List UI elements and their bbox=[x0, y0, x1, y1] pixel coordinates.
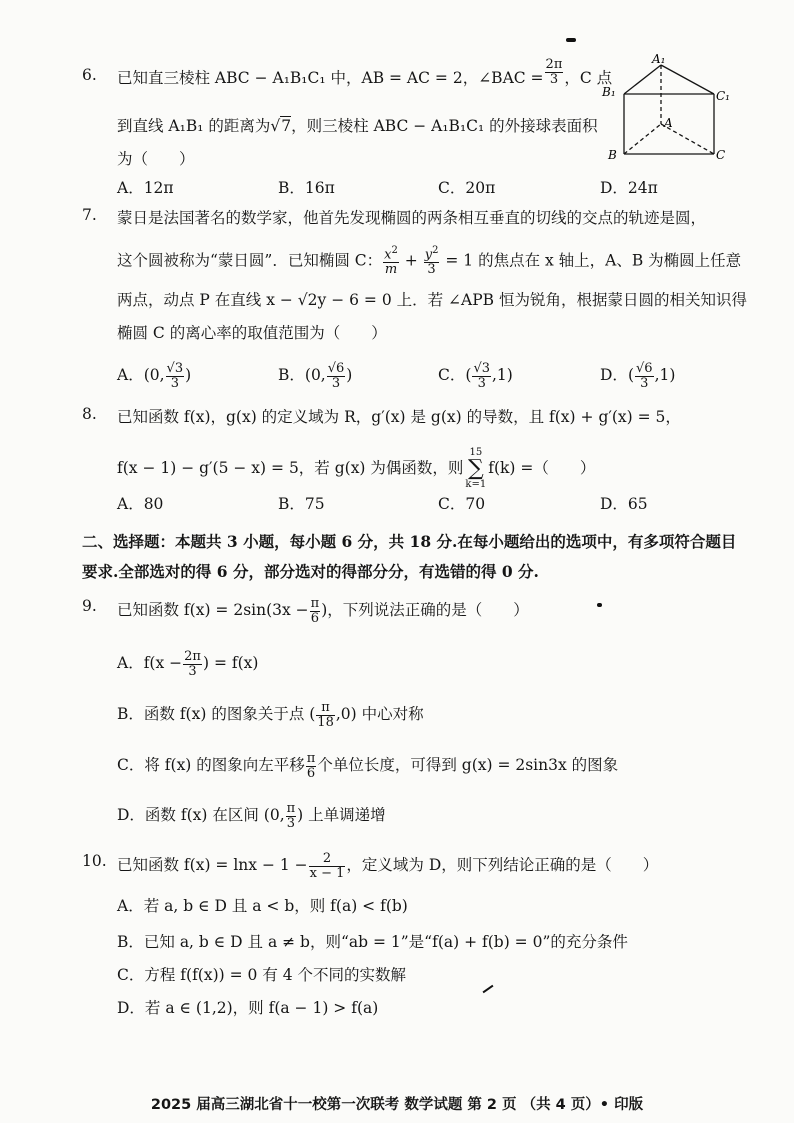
label-c1: C₁ bbox=[716, 89, 730, 103]
question-6-line3: 为（ ） bbox=[117, 150, 195, 168]
question-6-line2: 到直线 A₁B₁ 的距离为√7，则三棱柱 ABC − A₁B₁C₁ 的外接球表面积 bbox=[117, 117, 598, 135]
angle-fraction-num: 2π bbox=[545, 56, 563, 72]
question-10-option-c: C．方程 f(f(x)) = 0 有 4 个不同的实数解 bbox=[117, 966, 407, 984]
question-6-line1-tail: ，C 点 bbox=[564, 69, 613, 87]
question-7-option-a: A．(0, $\frac{√3}{3}$ ) bbox=[117, 361, 192, 391]
question-7-line2: 这个圆被称为“蒙日圆”．已知椭圆 C： $\frac{x^2}{m}$ + $\frac{y^2}{3}$ = 1 的焦点在 x 轴上，A、B 为椭圆上任意 bbox=[117, 245, 742, 277]
question-8-line2-b: f(k) =（ ） bbox=[488, 459, 596, 477]
question-7-option-b: B．(0, $\frac{√6}{3}$ ) bbox=[278, 361, 353, 391]
question-10-stem: 已知函数 f(x) = lnx − 1 − $\frac{2}{x - 1}$ ，定义域为 D，则下列结论正确的是（ ） bbox=[117, 851, 659, 881]
question-8-option-b: B．75 bbox=[278, 495, 325, 513]
sqrt-value: 7 bbox=[281, 117, 292, 135]
question-9-option-a: A．f(x − $\frac{2\pi}{3}$ ) = f(x) bbox=[117, 649, 259, 679]
question-7-line2-b: = 1 的焦点在 x 轴上，A、B 为椭圆上任意 bbox=[445, 251, 742, 270]
question-8-option-c: C．70 bbox=[438, 495, 486, 513]
scan-speck bbox=[483, 985, 494, 994]
question-6-option-b: B．16π bbox=[278, 179, 335, 197]
sum-symbol: 15 ∑ k=1 bbox=[465, 447, 487, 490]
question-10-number: 10. bbox=[82, 852, 107, 870]
angle-fraction-den: 3 bbox=[549, 71, 559, 87]
question-6-option-c: C．20π bbox=[438, 179, 496, 197]
question-8-number: 8. bbox=[82, 405, 97, 423]
question-8-option-d: D．65 bbox=[600, 495, 648, 513]
section-2-line2: 要求.全部选对的得 6 分，部分选对的得部分分，有选错的得 0 分. bbox=[82, 562, 539, 581]
question-9-stem: 已知函数 f(x) = 2sin(3x − $\frac{\pi}{6}$ )，下列说法正确的是（ ） bbox=[117, 596, 529, 626]
question-9-option-d: D．函数 f(x) 在区间 (0, $\frac{\pi}{3}$ ) 上单调递增 bbox=[117, 801, 386, 831]
question-10-option-a: A．若 a, b ∈ D 且 a < b，则 f(a) < f(b) bbox=[117, 897, 408, 915]
question-7-option-d: D．( $\frac{√6}{3}$ ,1) bbox=[600, 361, 676, 391]
question-7-number: 7. bbox=[82, 206, 97, 224]
question-7-line2-a: 这个圆被称为“蒙日圆”．已知椭圆 C： bbox=[117, 251, 383, 270]
question-7-option-c: C．( $\frac{√3}{3}$ ,1) bbox=[438, 361, 513, 391]
page-footer: 2025 届高三湖北省十一校第一次联考 数学试题 第 2 页 （共 4 页）• 印版 bbox=[150, 1097, 644, 1113]
label-b1: B₁ bbox=[602, 85, 616, 99]
question-9-option-b: B．函数 f(x) 的图象关于点 ( $\frac{\pi}{18}$ ,0) 中心对称 bbox=[117, 700, 424, 730]
label-c: C bbox=[716, 148, 726, 162]
question-8-line2 bbox=[117, 448, 595, 490]
prism-figure bbox=[600, 52, 740, 167]
section-2-line1: 二、选择题：本题共 3 小题，每小题 6 分，共 18 分.在每小题给出的选项中，有多项符合题目 bbox=[82, 532, 737, 551]
question-8-line1: 已知函数 f(x)，g(x) 的定义域为 R，g′(x) 是 g(x) 的导数，且 f(x) + g′(x) = 5， bbox=[117, 408, 681, 426]
question-9-number: 9. bbox=[82, 597, 97, 615]
scan-speck bbox=[566, 38, 576, 42]
angle-fraction bbox=[545, 58, 564, 86]
question-6-option-a: A．12π bbox=[117, 179, 174, 197]
question-8-option-a: A．80 bbox=[117, 495, 164, 513]
question-6-number: 6. bbox=[82, 66, 97, 84]
ellipse-term-y: $\frac{y^2}{3}$ bbox=[424, 245, 439, 277]
question-10-option-b: B．已知 a, b ∈ D 且 a ≠ b，则“ab = 1”是“f(a) + f(b) = 0”的充分条件 bbox=[117, 933, 628, 951]
question-7-line3: 两点，动点 P 在直线 x − √2y − 6 = 0 上．若 ∠APB 恒为锐角，根据蒙日圆的相关知识得 bbox=[117, 291, 747, 309]
label-b: B bbox=[608, 148, 617, 162]
question-10-option-d: D．若 a ∈ (1,2)，则 f(a − 1) > f(a) bbox=[117, 999, 379, 1017]
question-9-option-c: C．将 f(x) 的图象向左平移 $\frac{\pi}{6}$ 个单位长度，可得到 g(x) = 2sin3x 的图象 bbox=[117, 751, 619, 781]
question-6-option-d: D．24π bbox=[600, 179, 658, 197]
question-8-line2-a: f(x − 1) − g′(5 − x) = 5，若 g(x) 为偶函数，则 bbox=[117, 459, 464, 477]
question-6-line2-b: ，则三棱柱 ABC − A₁B₁C₁ 的外接球表面积 bbox=[291, 117, 598, 135]
ellipse-term-x: $\frac{x^2}{m}$ bbox=[384, 245, 398, 277]
question-6-line1-text: 已知直三棱柱 ABC − A₁B₁C₁ 中，AB = AC = 2，∠BAC = bbox=[117, 69, 544, 87]
question-7-line4: 椭圆 C 的离心率的取值范围为（ ） bbox=[117, 324, 387, 342]
label-a: A bbox=[664, 116, 673, 130]
question-7-line1: 蒙日是法国著名的数学家，他首先发现椭圆的两条相互垂直的切线的交点的轨迹是圆， bbox=[117, 209, 707, 227]
scan-speck bbox=[597, 603, 602, 607]
label-a1: A₁ bbox=[652, 52, 666, 66]
question-6-line2-a: 到直线 A₁B₁ 的距离为 bbox=[117, 117, 271, 135]
